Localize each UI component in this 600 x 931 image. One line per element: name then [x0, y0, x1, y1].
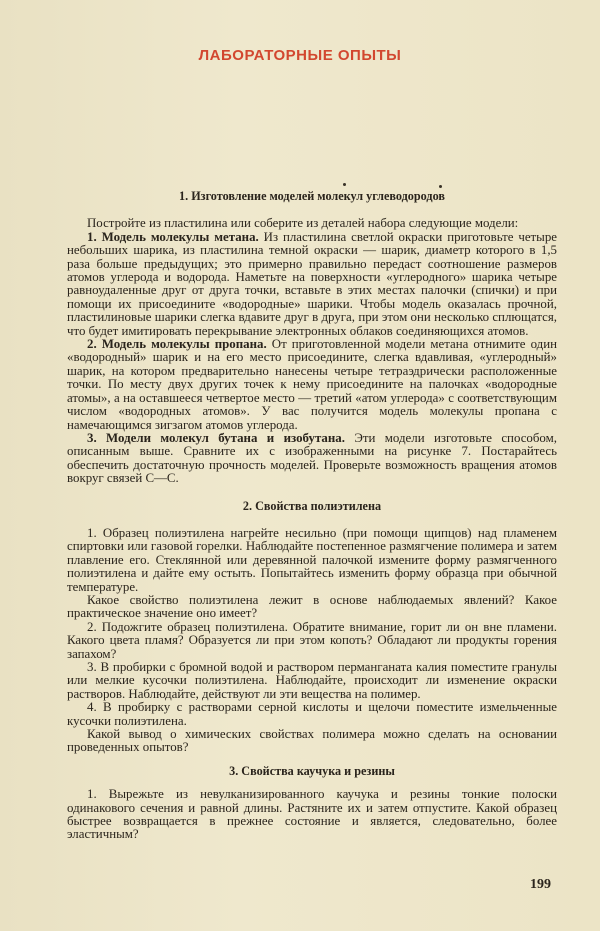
- section1-item-butane: [67, 432, 557, 486]
- item-text: От приготовленной модели метана отнимите один «водородный» шарик и на его место присоедините, слегка вдавливая, «углеродный» шарик, на котором предварительно нанесены четыре тетраэдрически расположенные точки. По месту двух других точек к нему присоедините на палочках «водородные атомы», а на оставшееся четвертое место — третий «атом углерода» с соответствующим числом «водородных атомов». У вас получится модель молекулы пропана с намечающимся зигзагом атомов углерода.: [67, 337, 557, 432]
- print-speck: [343, 183, 346, 186]
- section3-paragraph: 1. Вырежьте из невулканизированного каучука и резины тонкие полоски одинакового сечения и равной длины. Растяните их и затем отпустите. Какой образец быстрее возвращается в прежнее состояние и является, следовательно, более эластичным?: [67, 787, 557, 842]
- item-text: Эти модели изготовьте способом, описанным выше. Сравните их с изображенными на рисунке 7. Постарайтесь обеспечить достаточную прочность моделей. Проверьте возможность вращения атомов вокруг связей С—С.: [67, 430, 558, 486]
- section-heading-hydrocarbon-models: 1. Изготовление моделей молекул углеводородов: [179, 189, 445, 203]
- section2-paragraph: Какое свойство полиэтилена лежит в основе наблюдаемых явлений? Какое практическое значение оно имеет?: [67, 592, 557, 621]
- page-title: ЛАБОРАТОРНЫЕ ОПЫТЫ: [198, 47, 402, 64]
- section2-paragraph: 2. Подожгите образец полиэтилена. Обратите внимание, горит ли он вне пламени. Какого цвета пламя? Образуется ли при этом копоть? Обладают ли продукты горения запахом?: [67, 619, 557, 661]
- section1-item-methane: [67, 231, 557, 338]
- section2-paragraph: 3. В пробирки с бромной водой и раствором перманганата калия поместите гранулы или мелкие кусочки полиэтилена. Наблюдайте, происходит ли изменение окраски растворов. Наблюдайте, действуют ли эти вещества на полимер.: [67, 660, 557, 701]
- item-lead: 1. Модель молекулы метана.: [87, 229, 259, 244]
- print-speck: [439, 185, 442, 188]
- page-body: [67, 190, 557, 842]
- section-heading-rubber: 3. Свойства каучука и резины: [229, 763, 395, 778]
- section1-item-propane: [67, 338, 557, 432]
- page-number: 199: [530, 877, 551, 892]
- section2-paragraph: 4. В пробирку с растворами серной кислоты и щелочи поместите измельченные кусочки полиэтилена.: [67, 700, 557, 728]
- item-lead: 3. Модели молекул бутана и изобутана.: [87, 430, 345, 445]
- section1-intro: Постройте из пластилина или соберите из деталей набора следующие модели:: [87, 216, 519, 231]
- item-text: Из пластилина светлой окраски приготовьте четыре небольших шарика, из пластилина темной окраски — шарик, диаметр которого в 1,5 раза больше предыдущих; это примерно правильно передаст соотношение размеров атомов углерода и водорода. Наметьте на поверхности «углеродного» шарика четыре равноудаленные друг от друга точки, вставьте в этих местах палочки (спички) и при помощи их присоедините «водородные» шарики. Чтобы модель оказалась прочной, пластилиновые шарики слегка вдавите друг в друга, при этом они несколько сплющатся, что будет имитировать перекрывание электронных облаков соединяющихся атомов.: [67, 229, 557, 338]
- section2-paragraph: 1. Образец полиэтилена нагрейте несильно (при помощи щипцов) над пламенем спиртовки или газовой горелки. Наблюдайте постепенное размягчение полимера и затем плавление его. Стеклянной или деревянной палочкой измените форму размягченного полиэтилена и дайте ему остыть. Попытайтесь изменить форму образца при обычной температуре.: [67, 525, 557, 594]
- item-lead: 2. Модель молекулы пропана.: [87, 337, 267, 352]
- section2-paragraph: Какой вывод о химических свойствах полимера можно сделать на основании проведенных опытов?: [67, 727, 557, 755]
- section-heading-polyethylene: 2. Свойства полиэтилена: [242, 498, 382, 513]
